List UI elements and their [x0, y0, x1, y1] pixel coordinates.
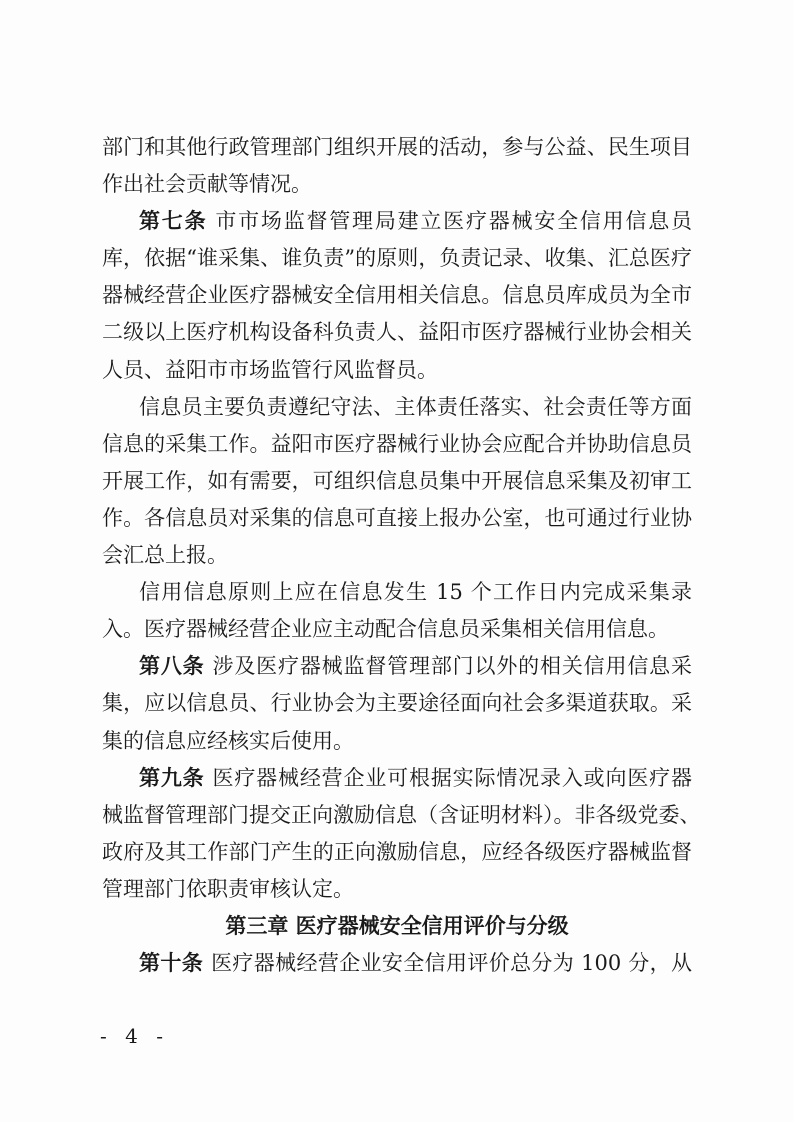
text-line	[102, 834, 692, 871]
line-text: 医疗器械经营企业安全信用评价总分为 100 分，从	[211, 951, 693, 976]
line-text: 会汇总上报。	[102, 543, 228, 568]
text-line	[102, 685, 692, 722]
text-line	[102, 574, 692, 611]
text-line	[102, 166, 692, 203]
text-line	[102, 648, 692, 685]
text-line	[102, 537, 692, 574]
line-text: 信息员主要负责遵纪守法、主体责任落实、社会责任等方面	[139, 394, 692, 419]
line-text: 信用信息原则上应在信息发生 15 个工作日内完成采集录	[139, 580, 692, 605]
line-text: 信息的采集工作。益阳市医疗器械行业协会应配合并协助信息员	[102, 431, 692, 456]
line-text: 二级以上医疗机构设备科负责人、益阳市医疗器械行业协会相关	[102, 320, 692, 345]
text-line	[102, 797, 701, 834]
line-text: 第三章 医疗器械安全信用评价与分级	[225, 913, 569, 938]
article-number: 第十条	[139, 951, 204, 976]
text-line	[102, 945, 692, 982]
text-line	[102, 277, 692, 314]
article-number: 第九条	[139, 765, 205, 790]
text-line	[102, 129, 692, 166]
line-text: 管理部门依职责审核认定。	[102, 876, 354, 901]
text-line	[102, 426, 692, 463]
line-text: 政府及其工作部门产生的正向激励信息，应经各级医疗器械监督	[102, 839, 692, 864]
line-text: 集，应以信息员、行业协会为主要途径面向社会多渠道获取。采	[102, 691, 692, 716]
line-text: 入。医疗器械经营企业应主动配合信息员采集相关信用信息。	[102, 617, 669, 642]
text-line	[102, 240, 692, 277]
text-line	[102, 611, 692, 648]
line-text: 医疗器械经营企业可根据实际情况录入或向医疗器	[212, 765, 692, 790]
text-line	[102, 352, 692, 389]
line-text: 部门和其他行政管理部门组织开展的活动，参与公益、民生项目	[102, 135, 692, 159]
text-line	[102, 760, 692, 797]
chapter-heading	[102, 908, 692, 945]
line-text: 器械经营企业医疗器械安全信用相关信息。信息员库成员为全市	[102, 283, 692, 308]
line-text: 开展工作，如有需要，可组织信息员集中开展信息采集及初审工	[102, 468, 692, 493]
text-line	[102, 723, 692, 760]
article-number: 第八条	[139, 654, 205, 679]
text-line	[102, 463, 692, 500]
text-line	[102, 871, 692, 908]
text-line	[102, 203, 692, 240]
text-line	[102, 389, 692, 426]
line-text: 作出社会贡献等情况。	[102, 172, 312, 197]
line-text: 涉及医疗器械监督管理部门以外的相关信用信息采	[212, 654, 692, 679]
line-text: 人员、益阳市市场监管行风监督员。	[102, 357, 438, 382]
line-text: 械监督管理部门提交正向激励信息（含证明材料）。非各级党委、	[102, 802, 701, 827]
article-number: 第七条	[139, 209, 208, 234]
text-line	[102, 500, 692, 537]
line-text: 库，依据“谁采集、谁负责”的原则，负责记录、收集、汇总医疗	[102, 246, 692, 271]
text-line	[102, 314, 692, 351]
document-body	[102, 129, 701, 982]
line-text: 市市场监督管理局建立医疗器械安全信用信息员	[215, 209, 693, 234]
line-text: 作。各信息员对采集的信息可直接上报办公室，也可通过行业协	[102, 505, 692, 530]
line-text: 集的信息应经核实后使用。	[102, 728, 354, 753]
page-number: - 4 -	[100, 1024, 169, 1048]
